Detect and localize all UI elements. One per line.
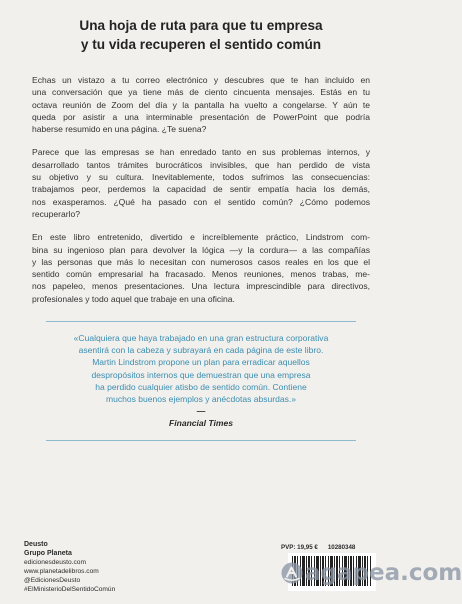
paragraph-line: haberse resumido en una página. ¿Te suena? — [32, 124, 207, 135]
paragraph-line: nos exasperamos. ¿Qué ha pasado con el sentido común? ¿Cómo podemos — [32, 196, 370, 207]
attribution-source: Financial Times — [169, 418, 233, 429]
agapea-logo-icon — [280, 561, 304, 585]
quote-line: despropósitos internos que demuestran que una empresa — [91, 369, 311, 380]
paragraph-line: octava reunión de Zoom del día y la pantalla ha vuelto a congelarse. Y aún te — [32, 99, 370, 110]
paragraph-line: recuperarlo? — [32, 208, 80, 219]
watermark — [280, 560, 462, 586]
paragraph-line: una conversación que ya tiene más de ciento cincuenta mensajes. Estás en tu — [32, 87, 370, 98]
attribution-dash: — — [196, 406, 206, 417]
paragraph-line: Echas un vistazo a tu correo electrónico y descubres que te han incluido en — [32, 75, 370, 85]
paragraph-3 — [32, 231, 370, 305]
paragraph-line: trabajamos peor, perdemos la capacidad de sentir empatía hacia los demás, — [32, 184, 370, 195]
headline-line-2: y tu vida recuperen el sentido común — [80, 37, 322, 52]
paragraph-line: nos papeleo, menos presentaciones. Una lectura imprescindible para directivos, — [32, 281, 370, 292]
publisher-name: Deusto — [24, 541, 48, 548]
publisher-group: Grupo Planeta — [24, 550, 72, 557]
quote-line: «Cualquiera que haya trabajado en una gran estructura corporativa — [73, 333, 329, 344]
quote-bottom-divider — [46, 440, 356, 441]
quote-line: muchos buenos ejemplos y anécdotas absurdas.» — [105, 394, 297, 405]
publisher-social-handle: @EdicionesDeusto — [24, 577, 81, 584]
quote-line: asentirá con la cabeza y subrayará en cada página de este libro. — [78, 345, 324, 356]
quote-top-divider — [46, 321, 356, 322]
press-quote — [42, 332, 360, 430]
quote-line: ha perdido cualquier atisbo de sentido común. Contiene — [95, 381, 307, 392]
paragraph-line: su objetivo y su cultura. Inevitablemente, todos sufrimos las consecuencias: — [32, 172, 370, 183]
paragraph-line: bina su ingenioso plan para devolver la lógica —y la cordura— a las compañías — [32, 244, 370, 255]
publisher-info — [24, 540, 115, 594]
paragraph-line: profesionales y todo aquel que trabaje en una oficina. — [32, 293, 235, 304]
price-line — [281, 544, 355, 551]
headline-line-1: Una hoja de ruta para que tu empresa — [79, 18, 323, 33]
publisher-books-website: www.planetadelibros.com — [24, 568, 99, 575]
paragraph-line: y las personas que más lo necesitan con numerosos casos reales en los que el — [32, 256, 370, 267]
paragraph-line: queda por asistir a una interminable presentación de PowerPoint que podría — [32, 111, 370, 122]
paragraph-line: Parece que las empresas se han enredado tanto en sus problemas internos, y — [32, 147, 370, 158]
paragraph-1 — [32, 74, 370, 135]
paragraph-2 — [32, 146, 370, 220]
paragraph-line: desarrollado tantos trámites burocráticos invisibles, que han perdido de vista — [32, 159, 370, 170]
quote-attribution — [42, 405, 360, 429]
quote-line: Martin Lindstrom propone un plan para erradicar aquellos — [92, 357, 310, 368]
headline — [32, 16, 370, 54]
book-hashtag: #ElMinisterioDelSentidoComún — [24, 586, 116, 593]
publisher-website: edicionesdeusto.com — [24, 559, 86, 566]
price-label: PVP: 19,95 € — [281, 544, 318, 551]
paragraph-line: En este libro entretenido, divertido e increíblemente práctico, Lindstrom com- — [32, 232, 370, 243]
product-code: 10280348 — [327, 544, 356, 551]
paragraph-line: sentido común empresarial ha fracasado. Menos reuniones, menos trabas, me- — [32, 269, 370, 280]
watermark-text: agapea.com — [305, 560, 462, 586]
